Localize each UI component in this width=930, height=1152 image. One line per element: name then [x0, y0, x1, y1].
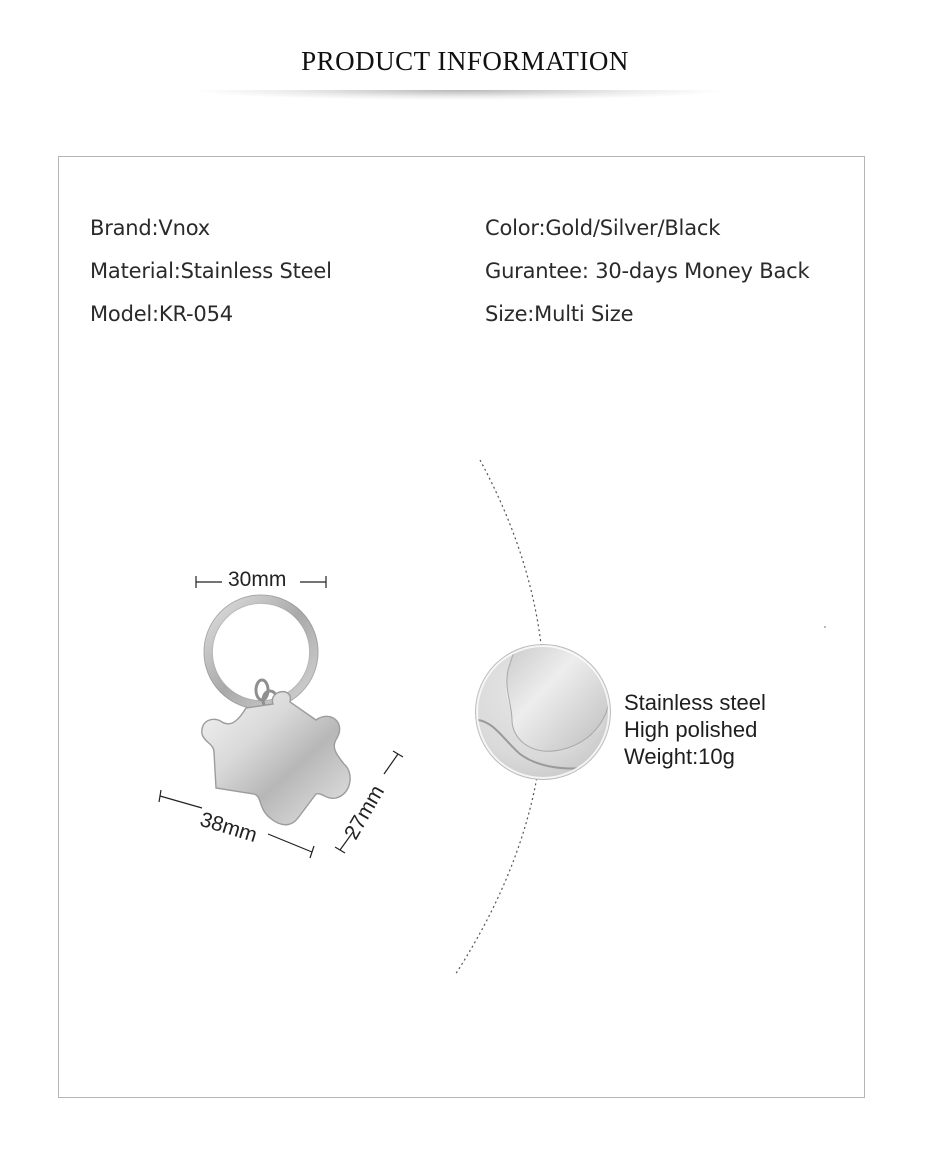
spec-size: Size:Multi Size [485, 302, 634, 326]
key-ring [204, 595, 318, 709]
feature-weight: Weight:10g [624, 744, 735, 769]
feature-finish: High polished [624, 717, 758, 742]
zoom-detail-circle [470, 642, 612, 790]
dimension-side-label: 27mm [340, 781, 390, 844]
page-title: PRODUCT INFORMATION [301, 46, 629, 76]
feature-material: Stainless steel [624, 690, 766, 715]
spec-color: Color:Gold/Silver/Black [485, 216, 721, 240]
spec-model: Model:KR-054 [90, 302, 233, 326]
spec-brand: Brand:Vnox [90, 216, 210, 240]
speck-dot [824, 626, 826, 628]
spec-material: Material:Stainless Steel [90, 259, 332, 283]
puzzle-piece [202, 692, 350, 825]
dimension-top-label: 30mm [228, 568, 287, 591]
spec-guarantee: Gurantee: 30-days Money Back [485, 259, 810, 283]
dimension-bottom-label: 38mm [197, 808, 260, 848]
